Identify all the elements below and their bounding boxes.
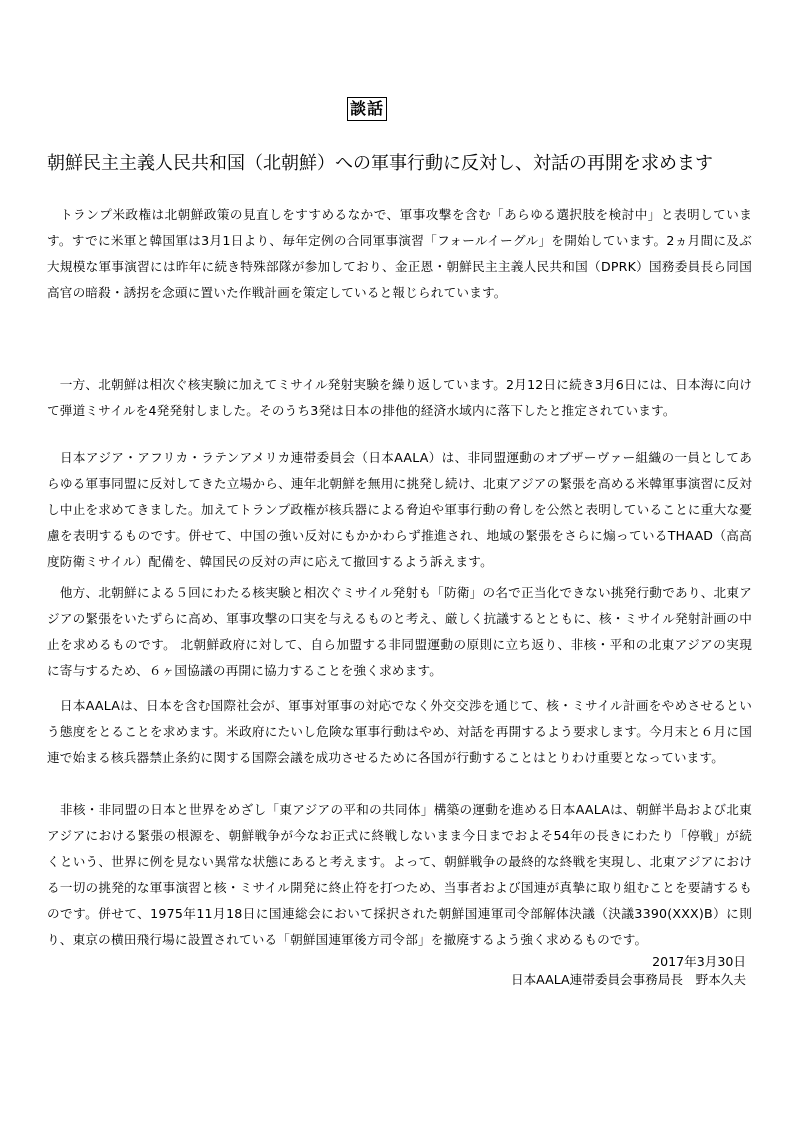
paragraph-4: 他方、北朝鮮による５回にわたる核実験と相次ぐミサイル発射も「防衛」の名で正当化できない挑発行動であり、北東アジアの緊張をいたずらに高め、軍事攻撃の口実を与えるものと考え、厳しく抗議するとともに、核・ミサイル発射計画の中止を求めるものです。 北朝鮮政府に対して、自ら加盟する非同盟運動の原則に立ち返り、非核・平和の北東アジアの実現に寄与するため、６ヶ国協議の再開に協力することを強く求めます。 [47, 585, 752, 678]
document-date: 2017年3月30日 [652, 954, 746, 969]
paragraph-2: 一方、北朝鮮は相次ぐ核実験に加えてミサイル発射実験を繰り返しています。2月12日に続き3月6日には、日本海に向けて弾道ミサイルを4発発射しました。そのうち3発は日本の排他的経済水域内に落下したと推定されています。 [47, 377, 752, 418]
paragraph-5: 日本AALAは、日本を含む国際社会が、軍事対軍事の対応でなく外交交渉を通じて、核・ミサイル計画をやめさせるという態度をとることを求めます。米政府にたいし危険な軍事行動はやめ、対話を再開するよう要求します。今月末と６月に国連で始まる核兵器禁止条約に関する国際会議を成功させるために各国が行動することはとりわけ重要となっています。 [47, 698, 752, 765]
heading-label: 談話 [347, 97, 387, 121]
paragraph-1: トランプ米政権は北朝鮮政策の見直しをすすめるなかで、軍事攻撃を含む「あらゆる選択肢を検討中」と表明しています。すでに米軍と韓国軍は3月1日より、毎年定例の合同軍事演習「フォールイーグル」を開始しています。2ヵ月間に及ぶ大規模な軍事演習には昨年に続き特殊部隊が参加しており、金正恩・朝鮮民主主義人民共和国（DPRK）国務委員長ら同国高官の暗殺・誘拐を念頭に置いた作戦計画を策定していると報じられています。 [47, 207, 752, 300]
paragraph-3: 日本アジア・アフリカ・ラテンアメリカ連帯委員会（日本AALA）は、非同盟運動のオブザーヴァー組織の一員としてあらゆる軍事同盟に反対してきた立場から、連年北朝鮮を無用に挑発し続け、北東アジアの緊張を高める米韓軍事演習に反対し中止を求めてきました。加えてトランプ政権が核兵器による脅迫や軍事行動の脅しを公然と表明していることに重大な憂慮を表明するものです。併せて、中国の強い反対にもかかわらず推進され、地域の緊張をさらに煽っているTHAAD（高高度防衛ミサイル）配備を、韓国民の反対の声に応えて撤回するよう訴えます。 [47, 450, 752, 569]
document-title: 朝鮮民主主義人民共和国（北朝鮮）への軍事行動に反対し、対話の再開を求めます [47, 153, 713, 174]
paragraph-6: 非核・非同盟の日本と世界をめざし「東アジアの平和の共同体」構築の運動を進める日本AALAは、朝鮮半島および北東アジアにおける緊張の根源を、朝鮮戦争が今なお正式に終戦しないまま今日までおよそ54年の長きにわたり「停戦」が続くという、世界に例を見ない異常な状態にあると考えます。よって、朝鮮戦争の最終的な終戦を実現し、北東アジアにおける一切の挑発的な軍事演習と核・ミサイル開発に終止符を打つため、当事者および国連が真摯に取り組むことを要請するものです。併せて、1975年11月18日に国連総会において採択された朝鮮国連軍司令部解体決議（決議3390(XXX)B）に則り、東京の横田飛行場に設置されている「朝鮮国連軍後方司令部」を撤廃するよう強く求めるものです。 [47, 802, 752, 947]
document-author: 日本AALA連帯委員会事務局長 野本久夫 [510, 972, 746, 987]
